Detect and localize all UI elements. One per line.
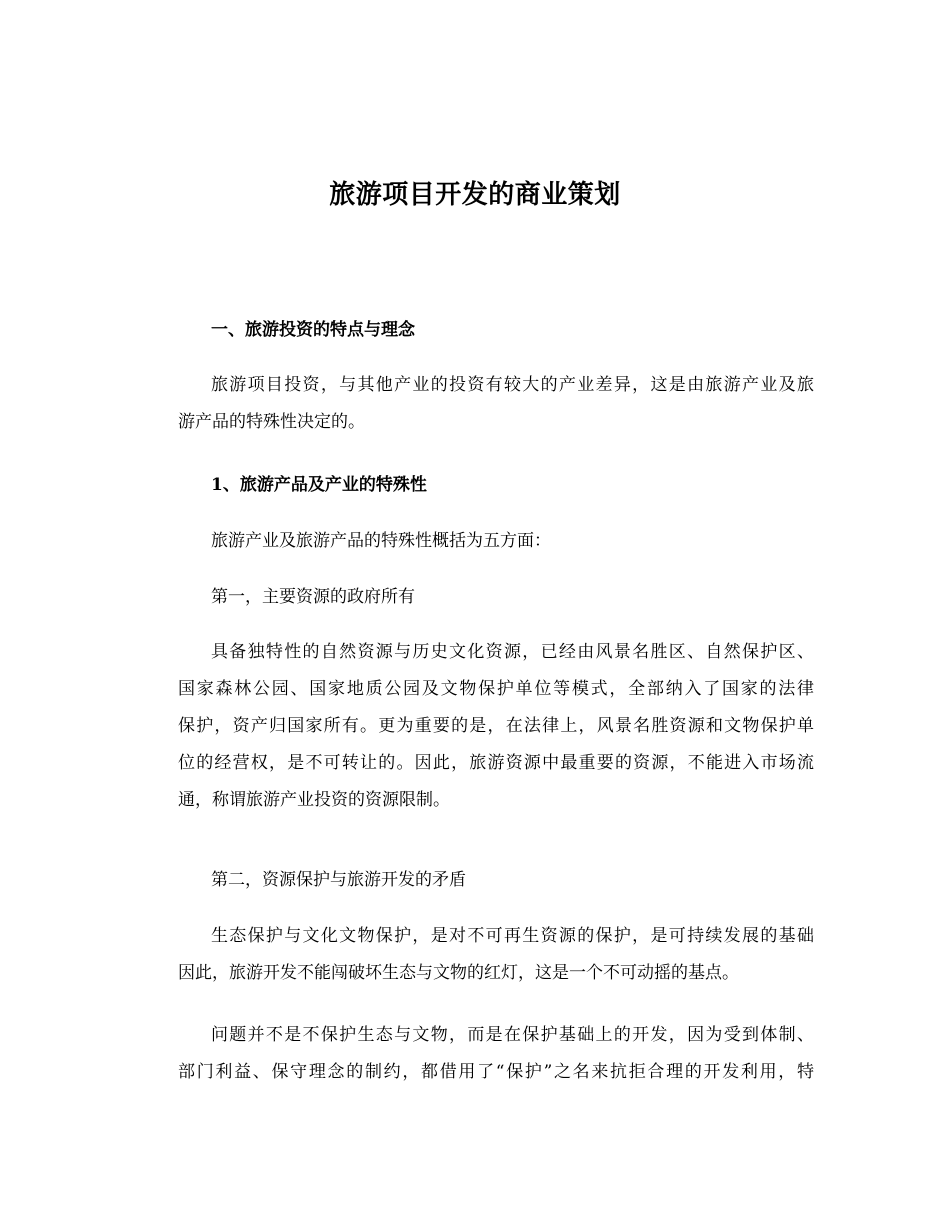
paragraph-line: 旅游项目投资，与其他产业的投资有较大的产业差异，这是由旅游产业及旅 xyxy=(211,375,814,395)
paragraph-line: 通，称谓旅游产业投资的资源限制。 xyxy=(178,790,450,810)
section-heading: 一、旅游投资的特点与理念 xyxy=(211,320,415,340)
paragraph-line: 游产品的特殊性决定的。 xyxy=(178,412,365,432)
point-heading-second: 第二，资源保护与旅游开发的矛盾 xyxy=(211,870,466,890)
paragraph-line: 因此，旅游开发不能闯破坏生态与文物的红灯，这是一个不可动摇的基点。 xyxy=(178,963,739,983)
document-title: 旅游项目开发的商业策划 xyxy=(329,180,621,210)
paragraph-protection xyxy=(178,918,814,992)
subsection-heading: 1、旅游产品及产业的特殊性 xyxy=(211,475,427,495)
paragraph-line: 问题并不是不保护生态与文物，而是在保护基础上的开发，因为受到体制、 xyxy=(211,1025,814,1045)
paragraph-line: 位的经营权，是不可转让的。因此，旅游资源中最重要的资源，不能进入市场流 xyxy=(178,753,814,773)
paragraph-resources xyxy=(178,634,814,819)
paragraph-line: 生态保护与文化文物保护，是对不可再生资源的保护，是可持续发展的基础 xyxy=(211,926,814,946)
paragraph-line: 保护，资产归国家所有。更为重要的是，在法律上，风景名胜资源和文物保护单 xyxy=(178,716,814,736)
paragraph-intro xyxy=(178,367,814,441)
paragraph-problem xyxy=(178,1017,814,1091)
point-heading-first: 第一，主要资源的政府所有 xyxy=(211,587,415,607)
paragraph-line: 具备独特性的自然资源与历史文化资源，已经由风景名胜区、自然保护区、 xyxy=(211,642,814,662)
paragraph-line: 部门利益、保守理念的制约，都借用了“保护”之名来抗拒合理的开发利用，特 xyxy=(178,1062,814,1082)
paragraph-line: 国家森林公园、国家地质公园及文物保护单位等模式，全部纳入了国家的法律 xyxy=(178,679,814,699)
paragraph-summary: 旅游产业及旅游产品的特殊性概括为五方面： xyxy=(211,531,551,551)
